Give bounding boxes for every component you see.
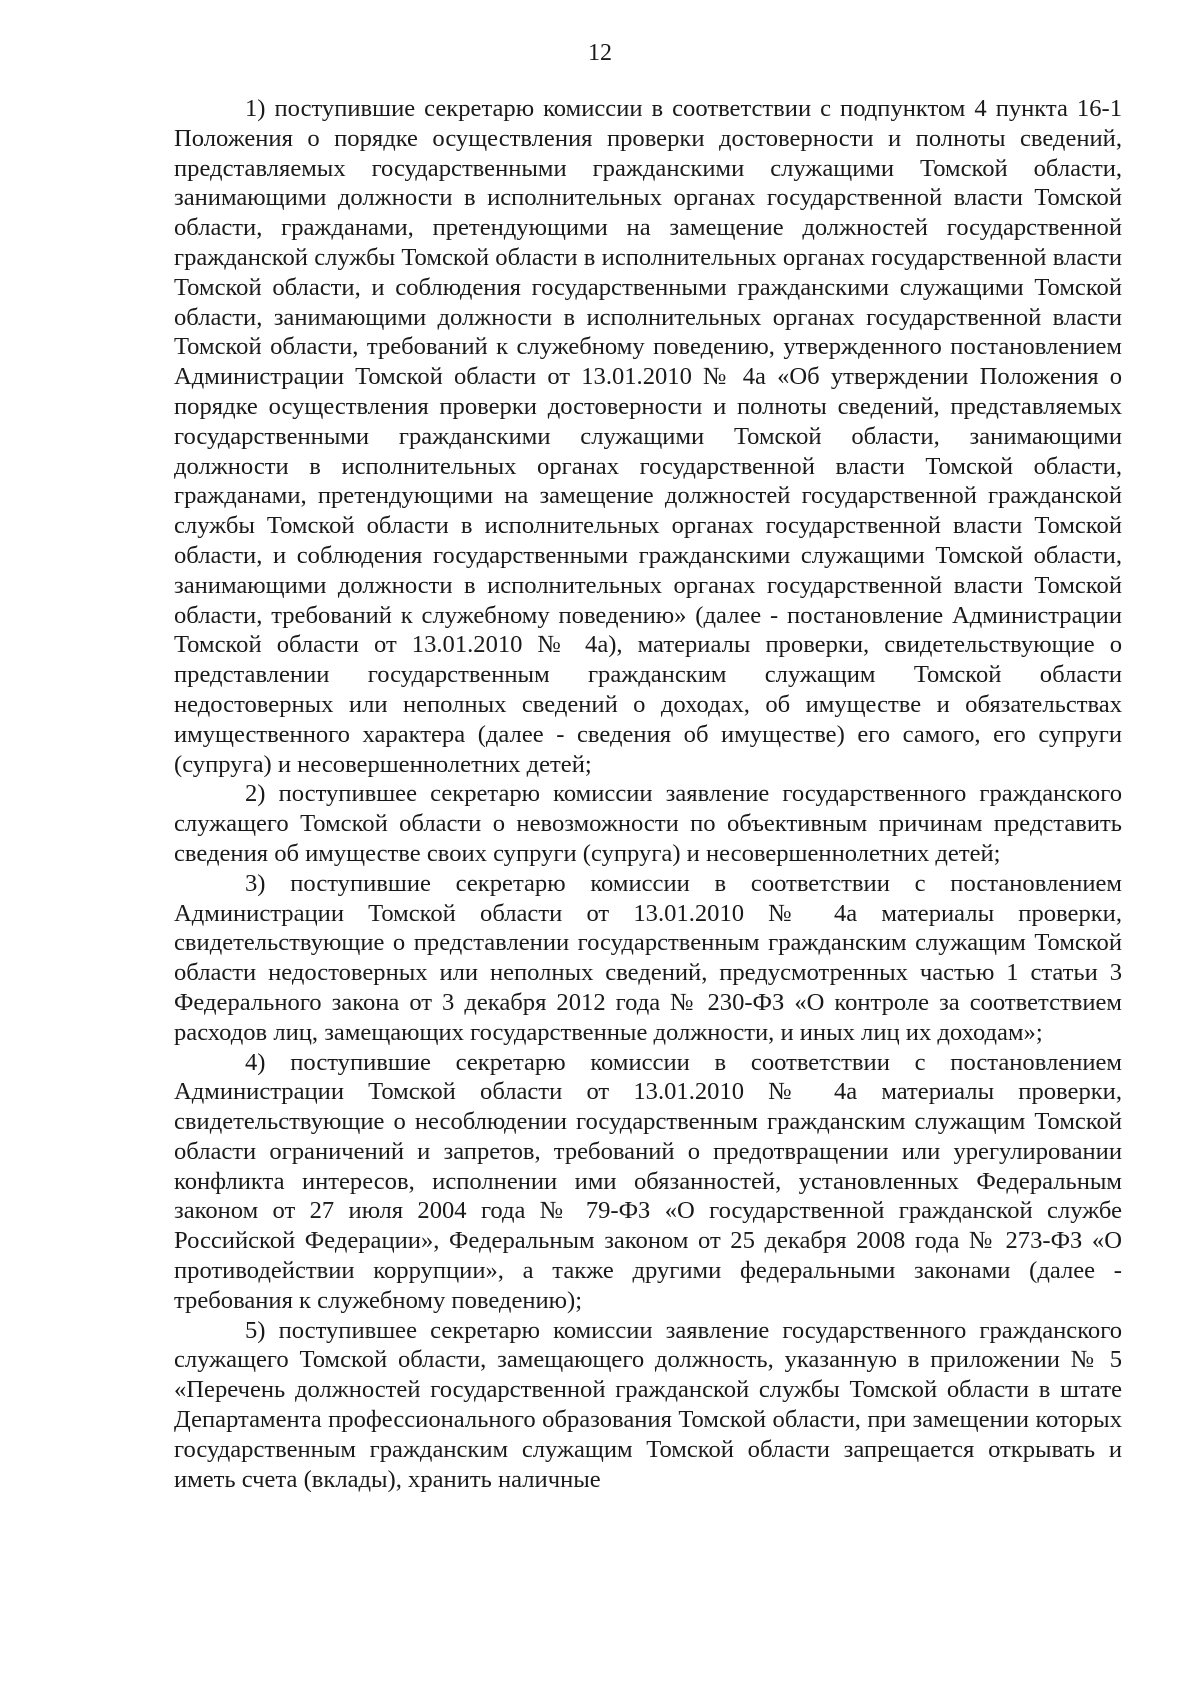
paragraph-item-1: 1) поступившие секретарю комиссии в соответствии с подпунктом 4 пункта 16-1 Положения о порядке осуществления проверки достоверности и полноты сведений, представляемых государственными гражданскими служащими Томской области, занимающими должности в исполнительных органах государственной власти Томской области, гражданами, претендующими на замещение должностей государственной гражданской службы Томской области в исполнительных органах государственной власти Томской области, и соблюдения государственными гражданскими служащими Томской области, занимающими должности в исполнительных органах государственной власти Томской области, требований к служебному поведению, утвержденного постановлением Администрации Томской области от 13.01.2010 № 4а «Об утверждении Положения о порядке осуществления проверки достоверности и полноты сведений, представляемых государственными гражданскими служащими Томской области, занимающими должности в исполнительных органах государственной власти Томской области, гражданами, претендующими на замещение должностей государственной гражданской службы Томской области в исполнительных органах государственной власти Томской области, и соблюдения государственными гражданскими служащими Томской области, занимающими должности в исполнительных органах государственной власти Томской области, требований к служебному поведению» (далее - постановление Администрации Томской области от 13.01.2010 № 4а), материалы проверки, свидетельствующие о представлении государственным гражданским служащим Томской области недостоверных или неполных сведений о доходах, об имуществе и обязательствах имущественного характера (далее - сведения об имуществе) его самого, его супруги (супруга) и несовершеннолетних детей; bbox=[174, 95, 1122, 778]
paragraph-item-4: 4) поступившие секретарю комиссии в соответствии с постановлением Администрации Томской области от 13.01.2010 № 4а материалы проверки, свидетельствующие о несоблюдении государственным гражданским служащим Томской области ограничений и запретов, требований о предотвращении или урегулировании конфликта интересов, исполнении ими обязанностей, установленных Федеральным законом от 27 июля 2004 года № 79-ФЗ «О государственной гражданской службе Российской Федерации», Федеральным законом от 25 декабря 2008 года № 273-ФЗ «О противодействии коррупции», а также другими федеральными законами (далее - требования к служебному поведению); bbox=[174, 1048, 1122, 1314]
paragraph-item-2: 2) поступившее секретарю комиссии заявление государственного гражданского служащего Томской области о невозможности по объективным причинам представить сведения об имуществе своих супруги (супруга) и несовершеннолетних детей; bbox=[174, 780, 1122, 867]
paragraph-item-3: 3) поступившие секретарю комиссии в соответствии с постановлением Администрации Томской области от 13.01.2010 № 4а материалы проверки, свидетельствующие о представлении государственным гражданским служащим Томской области недостоверных или неполных сведений, предусмотренных частью 1 статьи 3 Федерального закона от 3 декабря 2012 года № 230-ФЗ «О контроле за соответствием расходов лиц, замещающих государственные должности, и иных лиц их доходам»; bbox=[174, 869, 1122, 1046]
paragraph-item-5: 5) поступившее секретарю комиссии заявление государственного гражданского служащего Томской области, замещающего должность, указанную в приложении № 5 «Перечень должностей государственной гражданской службы Томской области в штате Департамента профессионального образования Томской области, при замещении которых государственным гражданским служащим Томской области запрещается открывать и иметь счета (вклады), хранить наличные bbox=[174, 1316, 1122, 1493]
page-number: 12 bbox=[588, 40, 612, 66]
document-body bbox=[174, 94, 1122, 1494]
